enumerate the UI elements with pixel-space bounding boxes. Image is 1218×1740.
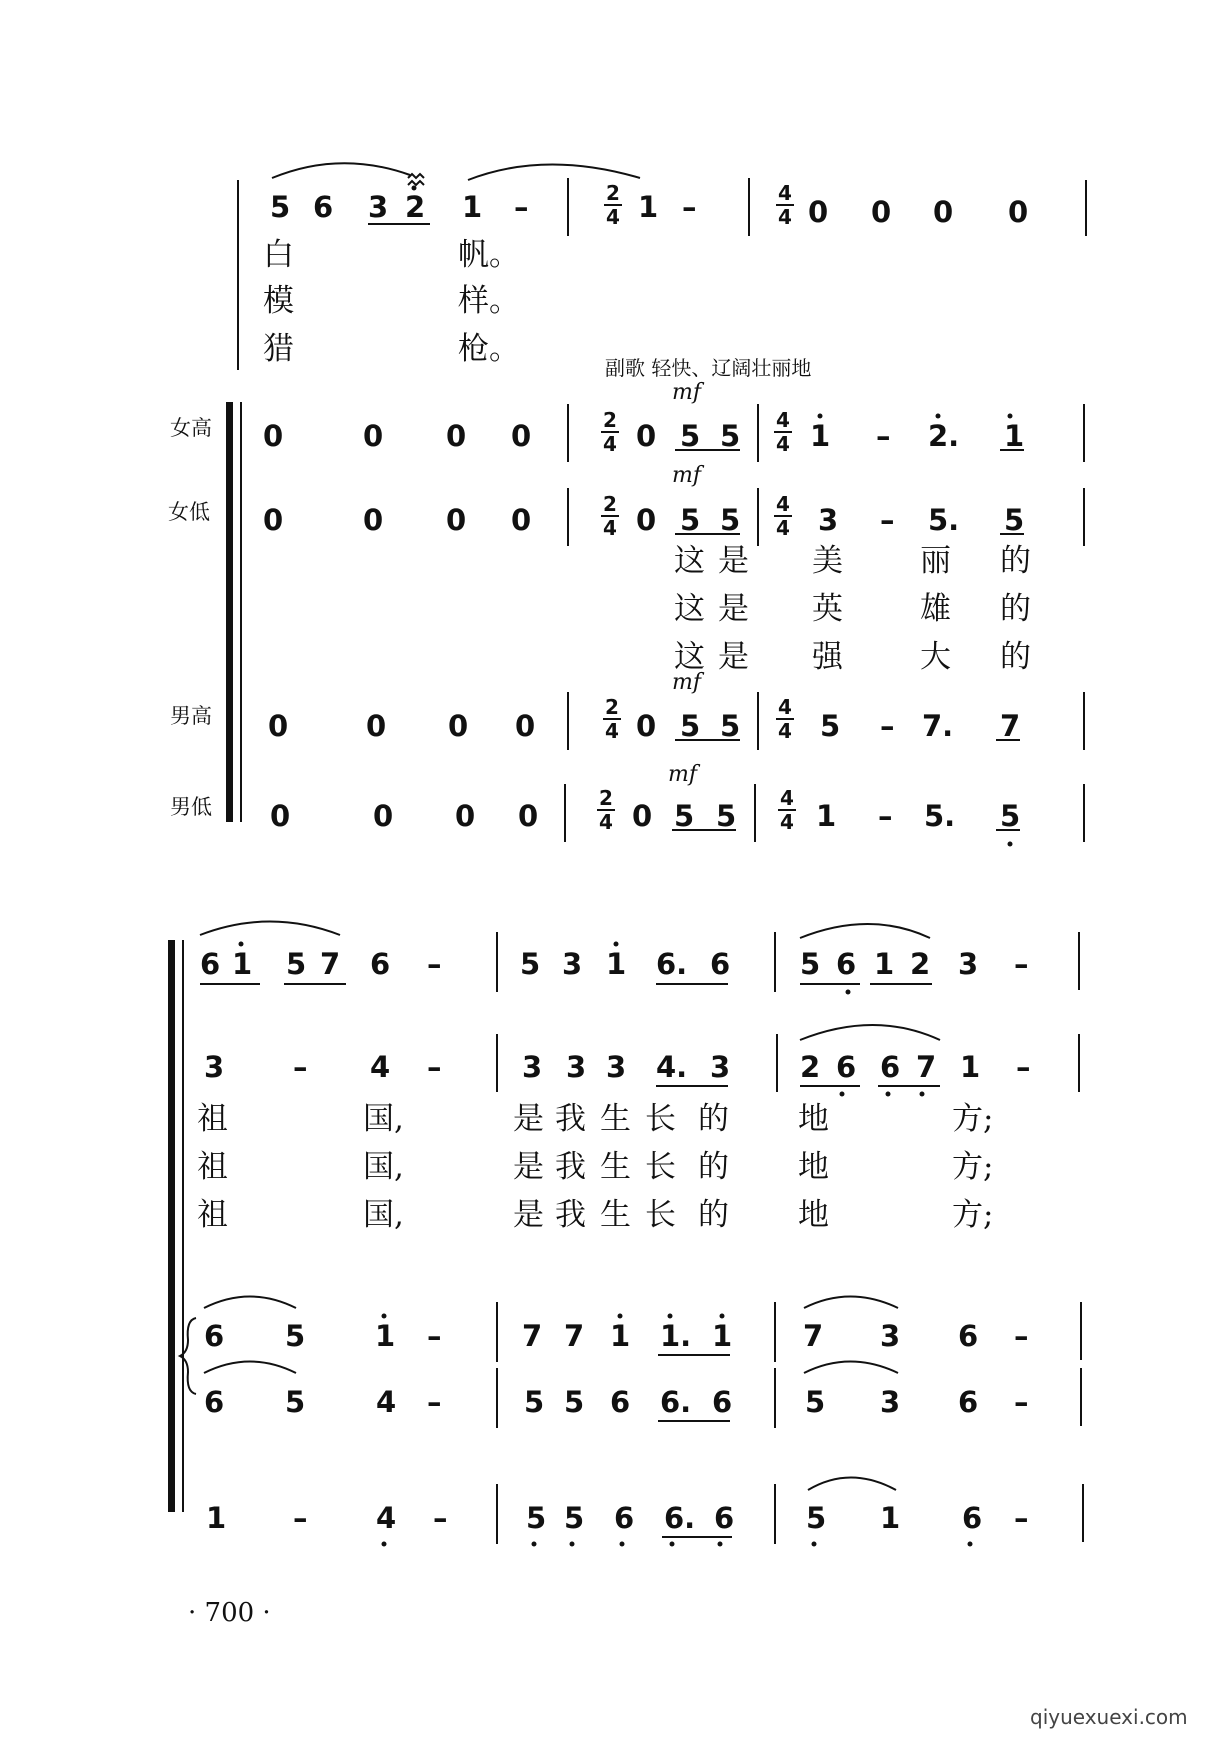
note: 1. bbox=[660, 1319, 692, 1353]
note: 5 bbox=[716, 799, 737, 833]
note: 5 bbox=[720, 503, 741, 537]
time-signature: 4 4 bbox=[773, 494, 793, 538]
dynamic-mf: mf bbox=[672, 380, 702, 405]
note: 6 bbox=[200, 947, 221, 981]
note: 7 bbox=[522, 1319, 543, 1353]
note: 1 bbox=[1004, 419, 1025, 453]
note: 6 bbox=[370, 947, 391, 981]
note: 6 bbox=[313, 190, 334, 224]
note: – bbox=[880, 503, 895, 537]
note: 5 bbox=[720, 419, 741, 453]
note: 5 bbox=[680, 709, 701, 743]
note: 6. bbox=[656, 947, 688, 981]
note: 0 bbox=[373, 799, 394, 833]
note: 5 bbox=[526, 1501, 547, 1535]
note: 0 bbox=[636, 709, 657, 743]
note: 6 bbox=[712, 1385, 733, 1419]
lyric: 地 bbox=[798, 1101, 829, 1137]
note: 7 bbox=[916, 1050, 937, 1084]
slur bbox=[804, 1362, 898, 1374]
note: 1 bbox=[960, 1050, 981, 1084]
part-label-bass: 男低 bbox=[170, 795, 212, 819]
note: – bbox=[1014, 1501, 1029, 1535]
note: – bbox=[427, 1319, 442, 1353]
slur bbox=[204, 1297, 296, 1309]
lyric: 国, bbox=[363, 1149, 404, 1185]
note: 6 bbox=[958, 1385, 979, 1419]
note: 3 bbox=[566, 1050, 587, 1084]
part-label-tenor: 男高 bbox=[170, 704, 212, 728]
note: – bbox=[682, 190, 697, 224]
note: 0 bbox=[636, 503, 657, 537]
lyric: 样。 bbox=[458, 283, 520, 319]
note: 0 bbox=[511, 503, 532, 537]
lyric: 雄 bbox=[920, 591, 951, 627]
note: 0 bbox=[518, 799, 539, 833]
lyric: 的 bbox=[1000, 639, 1031, 675]
lyric: 帆。 bbox=[458, 237, 520, 273]
note: 5 bbox=[820, 709, 841, 743]
note: 5 bbox=[674, 799, 695, 833]
lyric: 长 bbox=[645, 1101, 676, 1137]
note: 5 bbox=[520, 947, 541, 981]
lyric: 方; bbox=[952, 1149, 994, 1185]
part-label-soprano: 女高 bbox=[170, 416, 212, 440]
note: – bbox=[878, 799, 893, 833]
slur bbox=[272, 163, 410, 178]
note: 0 bbox=[636, 419, 657, 453]
lyric: 白 bbox=[263, 237, 294, 273]
lyric: 强 bbox=[812, 639, 843, 675]
lyric: 我 bbox=[555, 1197, 586, 1233]
time-signature: 2 4 bbox=[600, 494, 620, 538]
lyric: 这 bbox=[674, 639, 705, 675]
lyric: 我 bbox=[555, 1101, 586, 1137]
note: 1 bbox=[206, 1501, 227, 1535]
note: – bbox=[514, 190, 529, 224]
lyric: 国, bbox=[363, 1101, 404, 1137]
lyric: 的 bbox=[1000, 591, 1031, 627]
lyric: 英 bbox=[812, 591, 843, 627]
note: – bbox=[876, 419, 891, 453]
note: 5 bbox=[680, 419, 701, 453]
lyric: 枪。 bbox=[458, 331, 520, 367]
lyric: 大 bbox=[920, 639, 951, 675]
note: 1 bbox=[816, 799, 837, 833]
note: 0 bbox=[270, 799, 291, 833]
note: – bbox=[1014, 947, 1029, 981]
time-signature: 4 4 bbox=[777, 788, 797, 832]
time-signature: 2 4 bbox=[596, 788, 616, 832]
note: 0 bbox=[446, 503, 467, 537]
note: 7 bbox=[803, 1319, 824, 1353]
lyric: 的 bbox=[698, 1101, 729, 1137]
lyric: 长 bbox=[645, 1197, 676, 1233]
lyric: 是 bbox=[513, 1197, 544, 1233]
slur bbox=[468, 164, 640, 180]
note: 1 bbox=[610, 1319, 631, 1353]
note: – bbox=[427, 1385, 442, 1419]
note: 5 bbox=[805, 1385, 826, 1419]
lyric: 长 bbox=[645, 1149, 676, 1185]
note: 0 bbox=[1008, 195, 1029, 229]
note: 0 bbox=[933, 195, 954, 229]
slur bbox=[200, 922, 340, 936]
note: 1 bbox=[880, 1501, 901, 1535]
lyric: 祖 bbox=[197, 1101, 228, 1137]
note: – bbox=[427, 1050, 442, 1084]
note: 0 bbox=[263, 419, 284, 453]
note: 6. bbox=[664, 1501, 696, 1535]
lyric: 这 bbox=[674, 591, 705, 627]
note: 2 bbox=[800, 1050, 821, 1084]
lyric: 地 bbox=[798, 1197, 829, 1233]
note: 5 bbox=[285, 1319, 306, 1353]
note: 6 bbox=[204, 1319, 225, 1353]
lyric: 我 bbox=[555, 1149, 586, 1185]
note: 3 bbox=[880, 1385, 901, 1419]
note: 3 bbox=[562, 947, 583, 981]
time-signature: 2 4 bbox=[600, 410, 620, 454]
note: – bbox=[293, 1501, 308, 1535]
lyric: 的 bbox=[698, 1149, 729, 1185]
dynamic-mf: mf bbox=[672, 670, 702, 695]
time-signature: 4 4 bbox=[773, 410, 793, 454]
note: 6 bbox=[880, 1050, 901, 1084]
note: 0 bbox=[363, 419, 384, 453]
time-signature: 2 4 bbox=[603, 183, 623, 227]
note: 7. bbox=[922, 709, 954, 743]
note: 3 bbox=[606, 1050, 627, 1084]
note: 6 bbox=[836, 1050, 857, 1084]
note: 6 bbox=[614, 1501, 635, 1535]
time-signature: 2 4 bbox=[602, 697, 622, 741]
lyric: 是 bbox=[513, 1101, 544, 1137]
note: 2 bbox=[910, 947, 931, 981]
note: 0 bbox=[268, 709, 289, 743]
note: 5 bbox=[270, 190, 291, 224]
note: 5 bbox=[680, 503, 701, 537]
note: 6 bbox=[204, 1385, 225, 1419]
note: 5 bbox=[564, 1501, 585, 1535]
note: – bbox=[433, 1501, 448, 1535]
note: 1 bbox=[375, 1319, 396, 1353]
note: 1 bbox=[712, 1319, 733, 1353]
note: 6 bbox=[962, 1501, 983, 1535]
time-signature: 4 4 bbox=[775, 183, 795, 227]
note: 1 bbox=[462, 190, 483, 224]
note: – bbox=[293, 1050, 308, 1084]
lyric: 模 bbox=[263, 283, 294, 319]
note: 1 bbox=[810, 419, 831, 453]
lyric: 地 bbox=[798, 1149, 829, 1185]
note: 0 bbox=[632, 799, 653, 833]
lyric: 这 bbox=[674, 543, 705, 579]
lyric: 的 bbox=[1000, 543, 1031, 579]
note: 3 bbox=[204, 1050, 225, 1084]
note: 5 bbox=[285, 1385, 306, 1419]
lyric: 方; bbox=[952, 1197, 994, 1233]
dynamic-mf: mf bbox=[668, 762, 698, 787]
lyric: 生 bbox=[600, 1101, 631, 1137]
lyric: 的 bbox=[698, 1197, 729, 1233]
note: 0 bbox=[363, 503, 384, 537]
note: 6 bbox=[710, 947, 731, 981]
note: 2. bbox=[928, 419, 960, 453]
lyric: 丽 bbox=[920, 543, 951, 579]
note: 5 bbox=[564, 1385, 585, 1419]
note: 6. bbox=[660, 1385, 692, 1419]
note: 5 bbox=[286, 947, 307, 981]
part-label-alto: 女低 bbox=[168, 500, 210, 524]
note: 5 bbox=[524, 1385, 545, 1419]
note: – bbox=[427, 947, 442, 981]
note: 1 bbox=[874, 947, 895, 981]
page-number: · 700 · bbox=[188, 1598, 271, 1628]
note: 0 bbox=[446, 419, 467, 453]
note: 5 bbox=[806, 1501, 827, 1535]
lyric: 国, bbox=[363, 1197, 404, 1233]
note: 7 bbox=[320, 947, 341, 981]
note: 5 bbox=[1004, 503, 1025, 537]
note: 3 bbox=[522, 1050, 543, 1084]
note: 0 bbox=[511, 419, 532, 453]
note: 4 bbox=[376, 1501, 397, 1535]
lyric: 是 bbox=[513, 1149, 544, 1185]
note: 3 bbox=[368, 190, 389, 224]
note: 0 bbox=[263, 503, 284, 537]
slur bbox=[808, 1478, 896, 1491]
note: – bbox=[880, 709, 895, 743]
time-signature: 4 4 bbox=[775, 697, 795, 741]
note: 6 bbox=[836, 947, 857, 981]
note: 2 bbox=[405, 190, 426, 224]
lyric: 猎 bbox=[263, 331, 294, 367]
lyric: 是 bbox=[718, 543, 749, 579]
note: 4 bbox=[376, 1385, 397, 1419]
note: 0 bbox=[448, 709, 469, 743]
note: 1 bbox=[638, 190, 659, 224]
lyric: 美 bbox=[812, 543, 843, 579]
note: – bbox=[1014, 1385, 1029, 1419]
note: – bbox=[1016, 1050, 1031, 1084]
dynamic-mf: mf bbox=[672, 463, 702, 488]
note: 3 bbox=[880, 1319, 901, 1353]
slur bbox=[800, 1025, 940, 1040]
note: 3 bbox=[958, 947, 979, 981]
note: 5. bbox=[928, 503, 960, 537]
note: 0 bbox=[366, 709, 387, 743]
lyric: 祖 bbox=[197, 1149, 228, 1185]
slur bbox=[804, 1297, 898, 1309]
note: 6 bbox=[610, 1385, 631, 1419]
tempo-marking: 副歌 轻快、辽阔壮丽地 bbox=[605, 356, 812, 380]
lyric: 生 bbox=[600, 1149, 631, 1185]
lyric: 是 bbox=[718, 639, 749, 675]
note: 0 bbox=[871, 195, 892, 229]
watermark: qiyuexuexi.com bbox=[1030, 1705, 1188, 1729]
note: 6 bbox=[714, 1501, 735, 1535]
lyric: 方; bbox=[952, 1101, 994, 1137]
note: 0 bbox=[515, 709, 536, 743]
note: 4. bbox=[656, 1050, 688, 1084]
note: 7 bbox=[1000, 709, 1021, 743]
slur bbox=[800, 924, 930, 938]
note: 1 bbox=[232, 947, 253, 981]
lyric: 是 bbox=[718, 591, 749, 627]
lyric: 祖 bbox=[197, 1197, 228, 1233]
note: 6 bbox=[958, 1319, 979, 1353]
note: 7 bbox=[564, 1319, 585, 1353]
lyric: 生 bbox=[600, 1197, 631, 1233]
note: 0 bbox=[808, 195, 829, 229]
slur bbox=[204, 1362, 296, 1374]
note: – bbox=[1014, 1319, 1029, 1353]
note: 5. bbox=[924, 799, 956, 833]
note: 4 bbox=[370, 1050, 391, 1084]
note: 5 bbox=[720, 709, 741, 743]
note: 5 bbox=[800, 947, 821, 981]
note: 3 bbox=[818, 503, 839, 537]
note: 0 bbox=[455, 799, 476, 833]
note: 1 bbox=[606, 947, 627, 981]
note: 5 bbox=[1000, 799, 1021, 833]
note: 3 bbox=[710, 1050, 731, 1084]
